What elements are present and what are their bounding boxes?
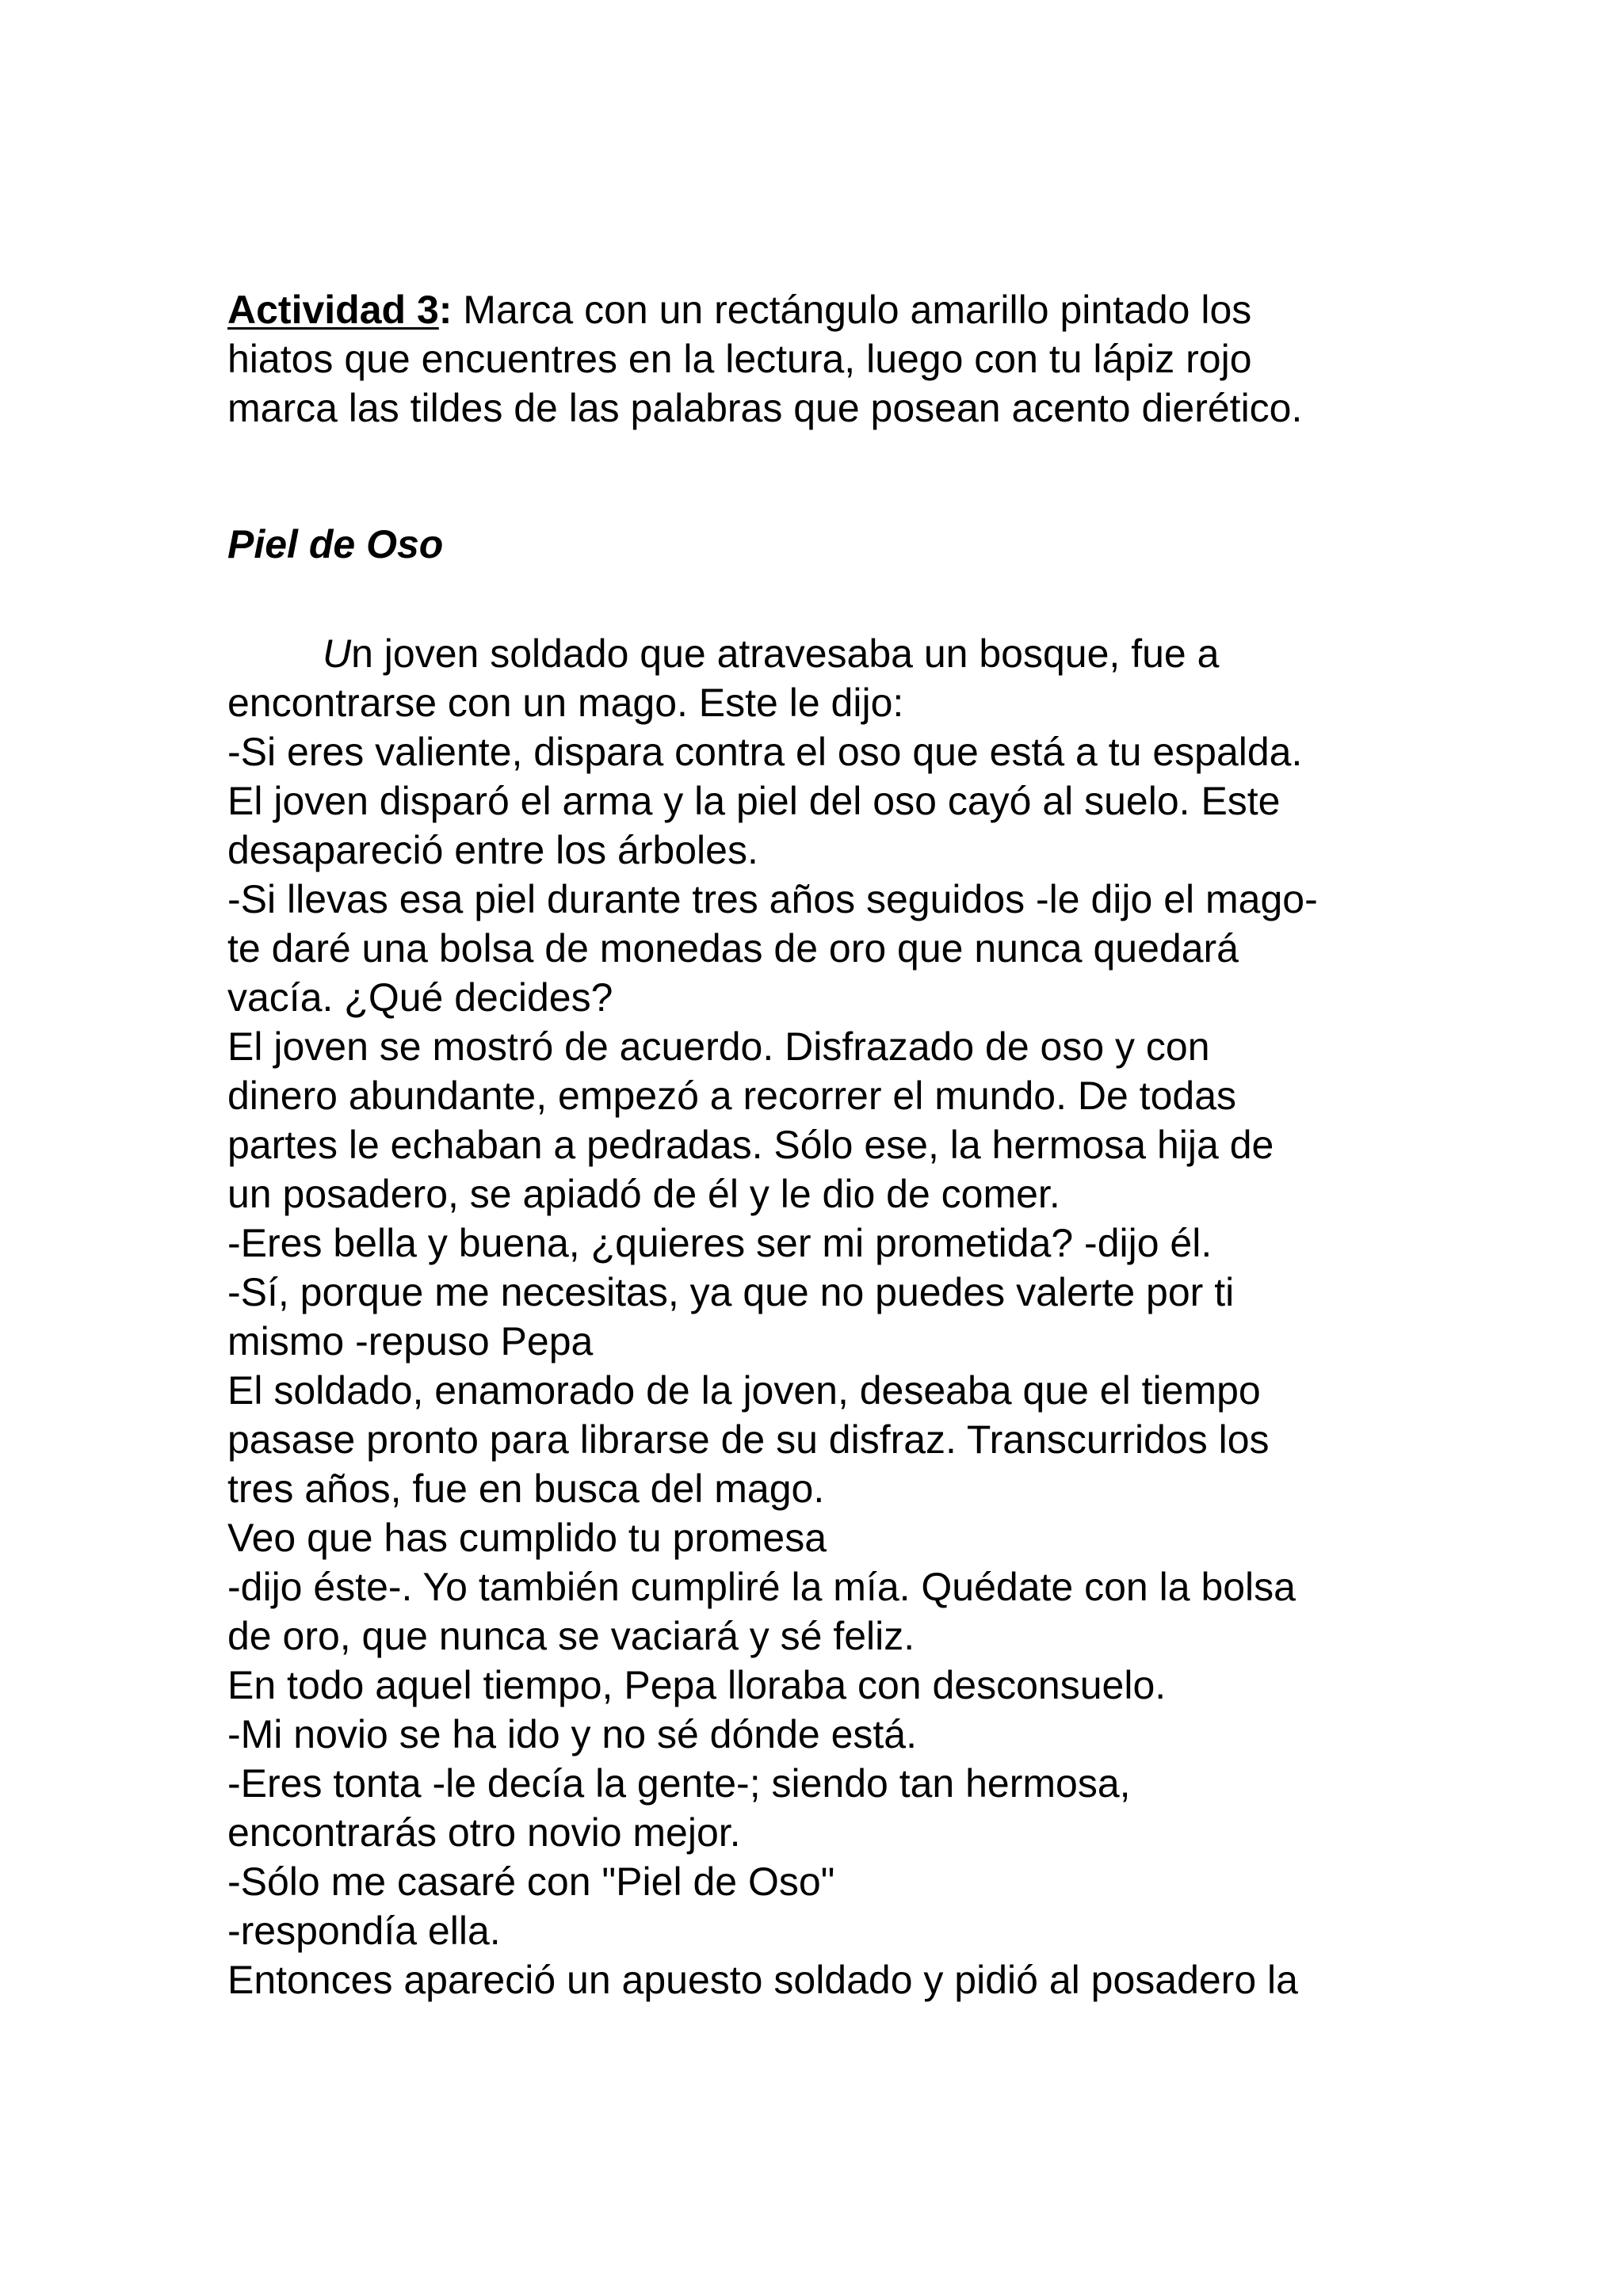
story-line: de oro, que nunca se vaciará y sé feliz.: [227, 1614, 915, 1658]
story-line: El soldado, enamorado de la joven, deseaba que el tiempo: [227, 1368, 1261, 1413]
activity-label-colon: :: [438, 288, 453, 332]
story-first-letter: U: [323, 631, 352, 676]
story-line: encontrarse con un mago. Este le dijo:: [227, 681, 904, 725]
story-line: Veo que has cumplido tu promesa: [227, 1516, 827, 1560]
story-line: pasase pronto para librarse de su disfraz. Transcurridos los: [227, 1417, 1270, 1462]
story-line: -Si llevas esa piel durante tres años seguidos -le dijo el mago-: [227, 877, 1318, 921]
story-line: El joven se mostró de acuerdo. Disfrazado de oso y con: [227, 1024, 1210, 1069]
story-line: -respondía ella.: [227, 1909, 501, 1953]
story-line: te daré una bolsa de monedas de oro que nunca quedará: [227, 926, 1239, 971]
story-line: mismo -repuso Pepa: [227, 1319, 594, 1363]
story-line: desapareció entre los árboles.: [227, 828, 758, 872]
story-first-line-text: n joven soldado que atravesaba un bosque, fue a: [351, 631, 1220, 676]
story-line: -Mi novio se ha ido y no sé dónde está.: [227, 1712, 917, 1756]
story-line: -Sí, porque me necesitas, ya que no puedes valerte por ti: [227, 1270, 1235, 1314]
story-line: partes le echaban a pedradas. Sólo ese, la hermosa hija de: [227, 1123, 1274, 1167]
story-line: -dijo éste-. Yo también cumpliré la mía. Quédate con la bolsa: [227, 1565, 1296, 1609]
story-line: En todo aquel tiempo, Pepa lloraba con desconsuelo.: [227, 1663, 1167, 1707]
story-line: vacía. ¿Qué decides?: [227, 975, 613, 1020]
document-page: [227, 285, 1416, 2002]
story-line: tres años, fue en busca del mago.: [227, 1466, 825, 1511]
story-line: -Sólo me casaré con "Piel de Oso": [227, 1859, 835, 1904]
story-line: -Eres tonta -le decía la gente-; siendo tan hermosa,: [227, 1761, 1131, 1806]
instruction-text-line-1: Marca con un rectángulo amarillo pintado los: [452, 288, 1252, 332]
story-first-line: [227, 629, 1416, 678]
story-body: [227, 629, 1416, 2004]
activity-instruction: [227, 285, 1416, 433]
instruction-text-line-3: marca las tildes de las palabras que posean acento dierético.: [227, 386, 1303, 430]
activity-label: Actividad 3: [227, 288, 439, 332]
instruction-text-line-2: hiatos que encuentres en la lectura, luego con tu lápiz rojo: [227, 337, 1252, 381]
story-title: Piel de Oso: [227, 522, 444, 566]
story-line: un posadero, se apiadó de él y le dio de comer.: [227, 1172, 1060, 1216]
story-line: dinero abundante, empezó a recorrer el mundo. De todas: [227, 1074, 1236, 1118]
story-line: Entonces apareció un apuesto soldado y pidió al posadero la: [227, 1958, 1298, 2002]
story-line: encontrarás otro novio mejor.: [227, 1810, 741, 1855]
story-line: -Eres bella y buena, ¿quieres ser mi prometida? -dijo él.: [227, 1221, 1212, 1265]
story-line: -Si eres valiente, dispara contra el oso que está a tu espalda.: [227, 730, 1303, 774]
story-line: El joven disparó el arma y la piel del oso cayó al suelo. Este: [227, 779, 1281, 823]
